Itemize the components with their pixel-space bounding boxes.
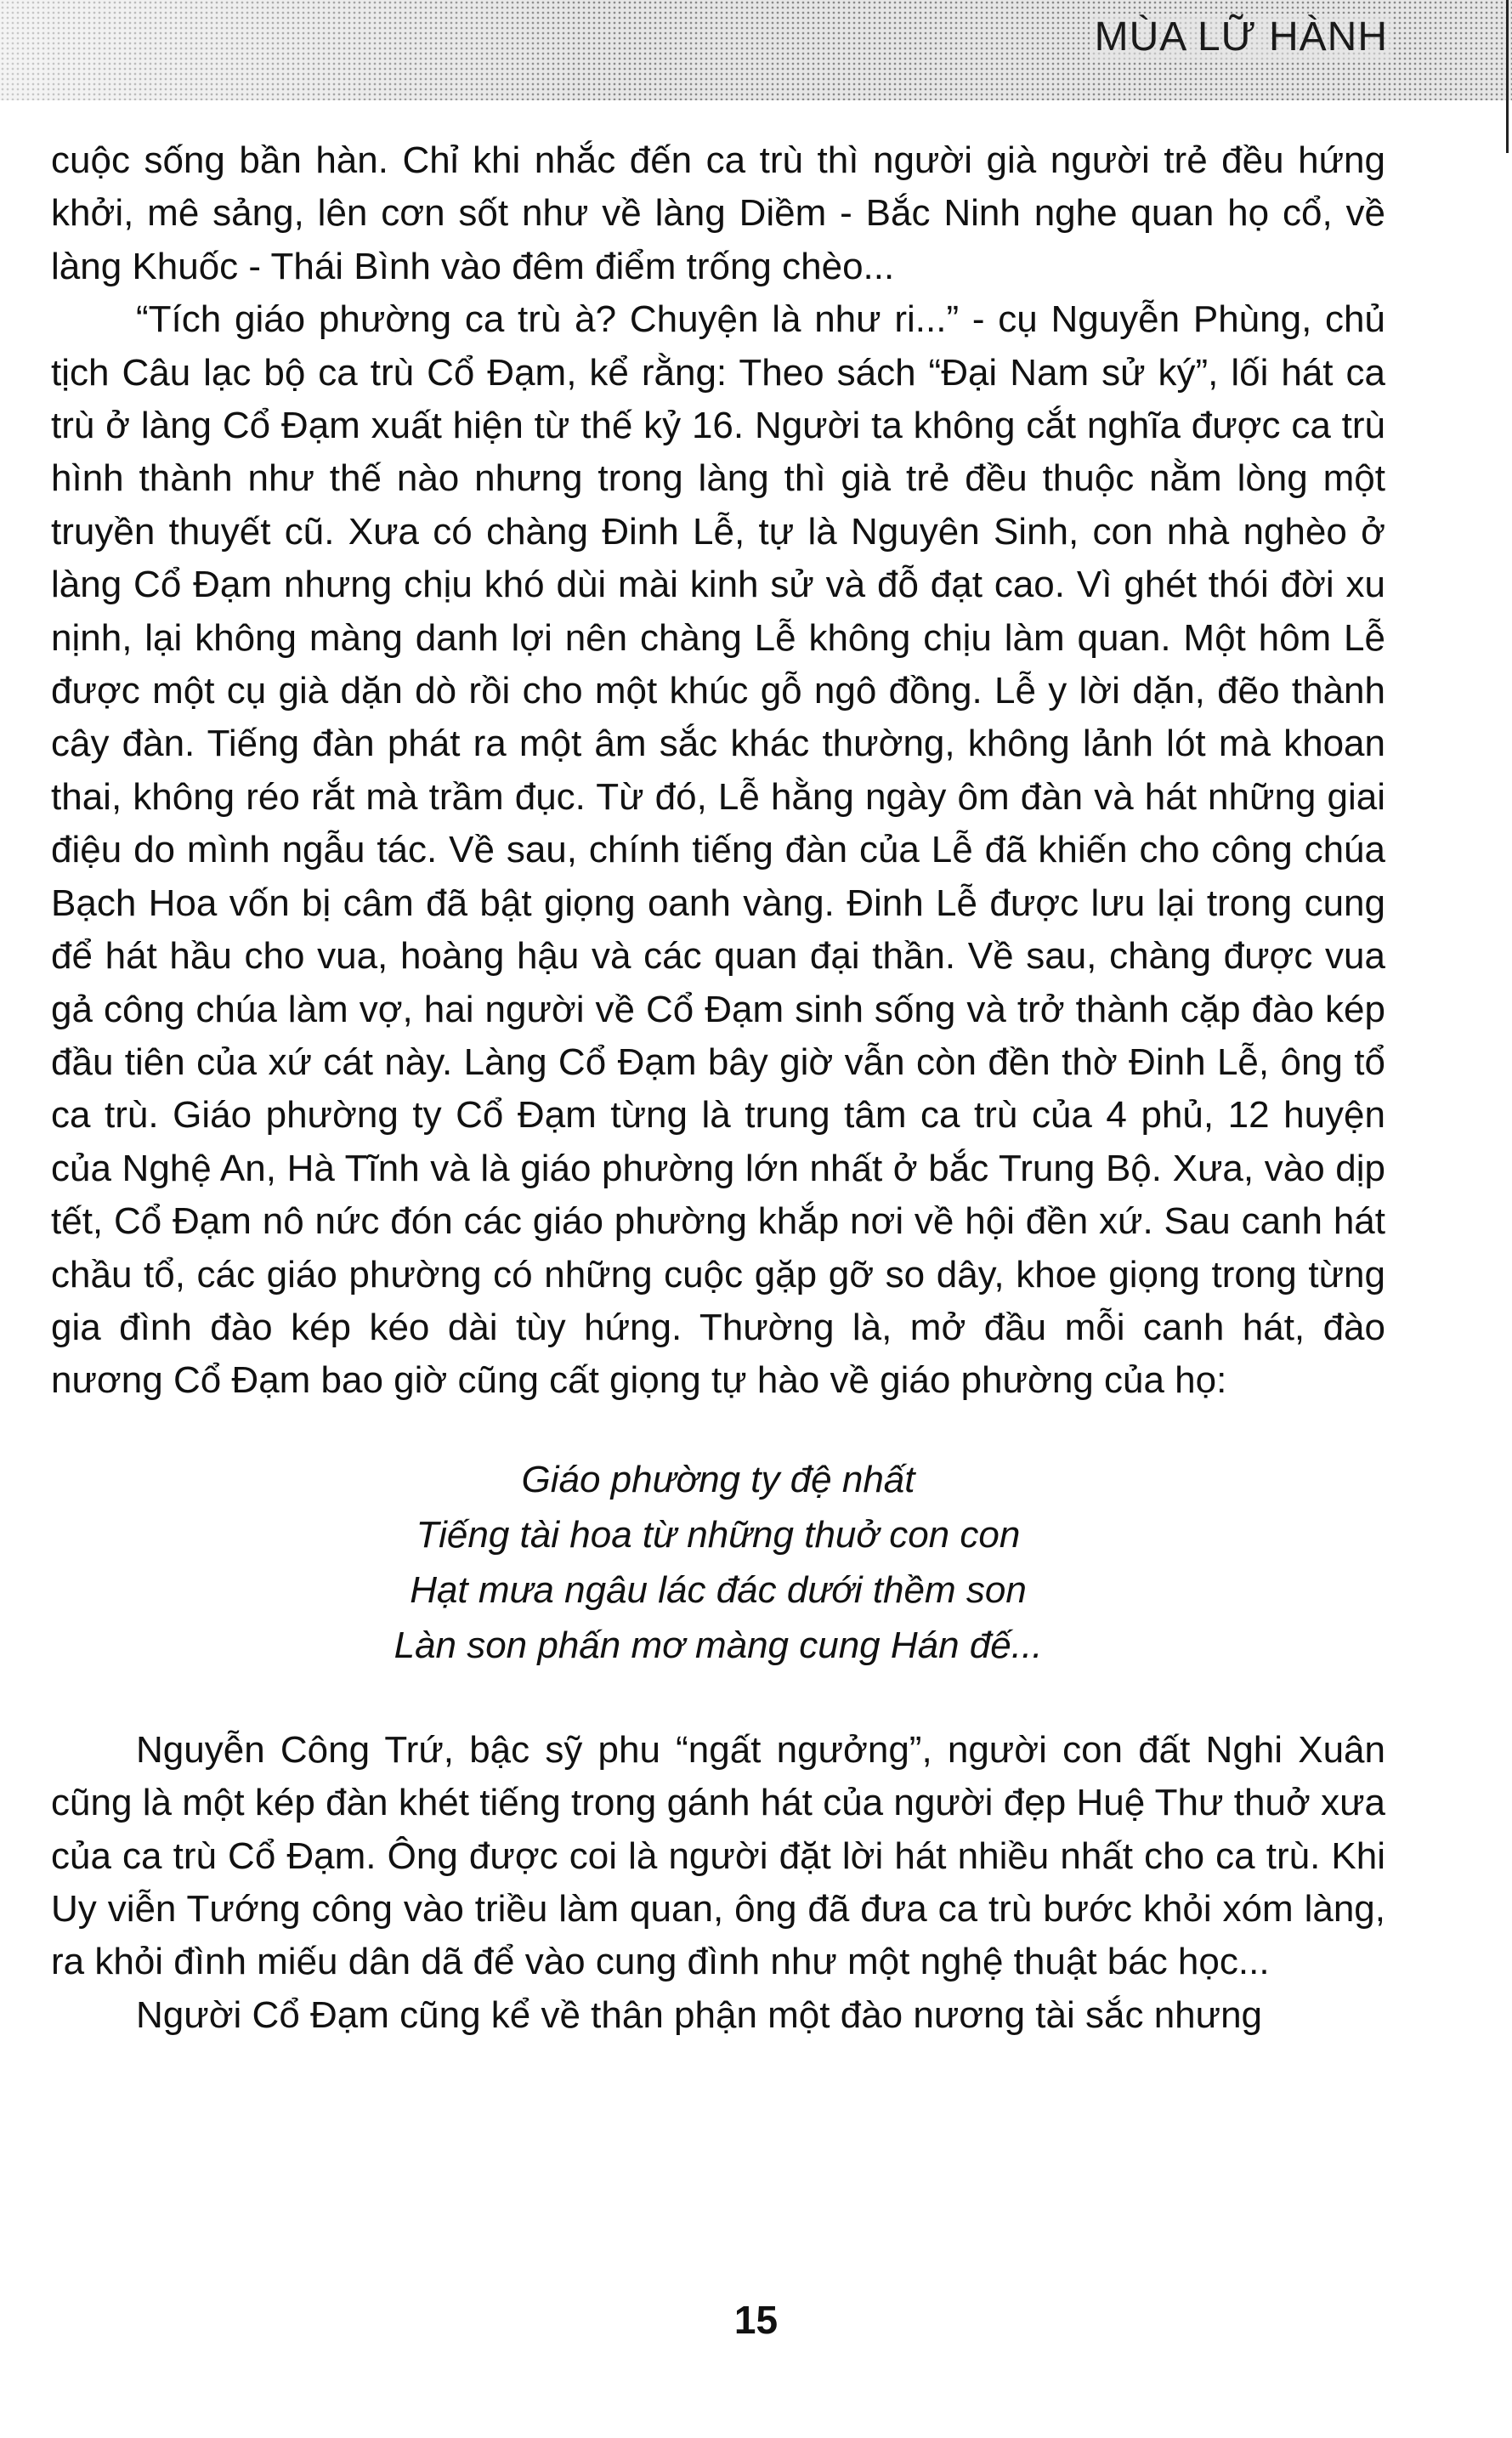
paragraph-3: Nguyễn Công Trứ, bậc sỹ phu “ngất ngưởng”, người con đất Nghi Xuân cũng là một kép đàn khét tiếng trong gánh hát của người đẹp Huệ Thư thuở xưa của ca trù Cổ Đạm. Ông được coi là người đặt lời hát nhiều nhất cho ca trù. Khi Uy viễn Tướng công vào triều làm quan, ông đã đưa ca trù bước khỏi xóm làng, ra khỏi đình miếu dân dã để vào cung đình như một nghệ thuật bác học... xyxy=(51,1728,1385,1983)
poem-line: Tiếng tài hoa từ những thuở con con xyxy=(416,1513,1021,1556)
running-title: MÙA LỮ HÀNH xyxy=(1090,14,1393,60)
poem-line: Làn son phấn mơ màng cung Hán đế... xyxy=(394,1624,1043,1666)
paragraph-4: Người Cổ Đạm cũng kể về thân phận một đào nương tài sắc nhưng xyxy=(136,1993,1263,2036)
poem-line: Hạt mưa ngâu lác đác dưới thềm son xyxy=(410,1568,1027,1611)
paragraph-2: “Tích giáo phường ca trù à? Chuyện là như ri...” - cụ Nguyễn Phùng, chủ tịch Câu lạc bộ ca trù Cổ Đạm, kể rằng: Theo sách “Đại Nam sử ký”, lối hát ca trù ở làng Cổ Đạm xuất hiện từ thế kỷ 16. Người ta không cắt nghĩa được ca trù hình thành như thế nào nhưng trong làng thì già trẻ đều thuộc nằm lòng một truyền thuyết cũ. Xưa có chàng Đinh Lễ, tự là Nguyên Sinh, con nhà nghèo ở làng Cổ Đạm nhưng chịu khó dùi mài kinh sử và đỗ đạt cao. Vì ghét thói đời xu nịnh, lại không màng danh lợi nên chàng Lễ không chịu làm quan. Một hôm Lễ được một cụ già dặn dò rồi cho một khúc gỗ ngô đồng. Lễ y lời dặn, đẽo thành cây đàn. Tiếng đàn phát ra một âm sắc khác thường, không lảnh lót mà khoan thai, không réo rắt mà trầm đục. Từ đó, Lễ hằng ngày ôm đàn và hát những giai điệu do mình ngẫu tác. Về sau, chính tiếng đàn của Lễ đã khiến cho công chúa Bạch Hoa vốn bị câm đã bật giọng oanh vàng. Đinh Lễ được lưu lại trong cung để hát hầu cho vua, hoàng hậu và các quan đại thần. Về sau, chàng được vua gả công chúa làm vợ, hai người về Cổ Đạm sinh sống và trở thành cặp đào kép đầu tiên của xứ cát này. Làng Cổ Đạm bây giờ vẫn còn đền thờ Đinh Lễ, ông tổ ca trù. Giáo phường ty Cổ Đạm từng là trung tâm ca trù của 4 phủ, 12 huyện của Nghệ An, Hà Tĩnh và là giáo phường lớn nhất ở bắc Trung Bộ. Xưa, vào dịp tết, Cổ Đạm nô nức đón các giáo phường khắp nơi về hội đền xứ. Sau canh hát chầu tổ, các giáo phường có những cuộc gặp gỡ so dây, khoe giọng trong từng gia đình đào kép kéo dài tùy hứng. Thường là, mở đầu mỗi canh hát, đào nương Cổ Đạm bao giờ cũng cất giọng tự hào về giáo phường của họ: xyxy=(51,298,1385,1402)
page-number: 15 xyxy=(733,2298,779,2342)
paragraph-1: cuộc sống bần hàn. Chỉ khi nhắc đến ca trù thì người già người trẻ đều hứng khởi, mê sảng, lên cơn sốt như về làng Diềm - Bắc Ninh nghe quan họ cổ, về làng Khuốc - Thái Bình vào đêm điểm trống chèo... xyxy=(51,139,1385,287)
page-edge-line xyxy=(1506,0,1509,153)
header-fade xyxy=(0,0,595,100)
poem-stanza xyxy=(51,1452,1385,1673)
poem-line: Giáo phường ty đệ nhất xyxy=(521,1458,915,1500)
page-body xyxy=(51,134,1385,2042)
